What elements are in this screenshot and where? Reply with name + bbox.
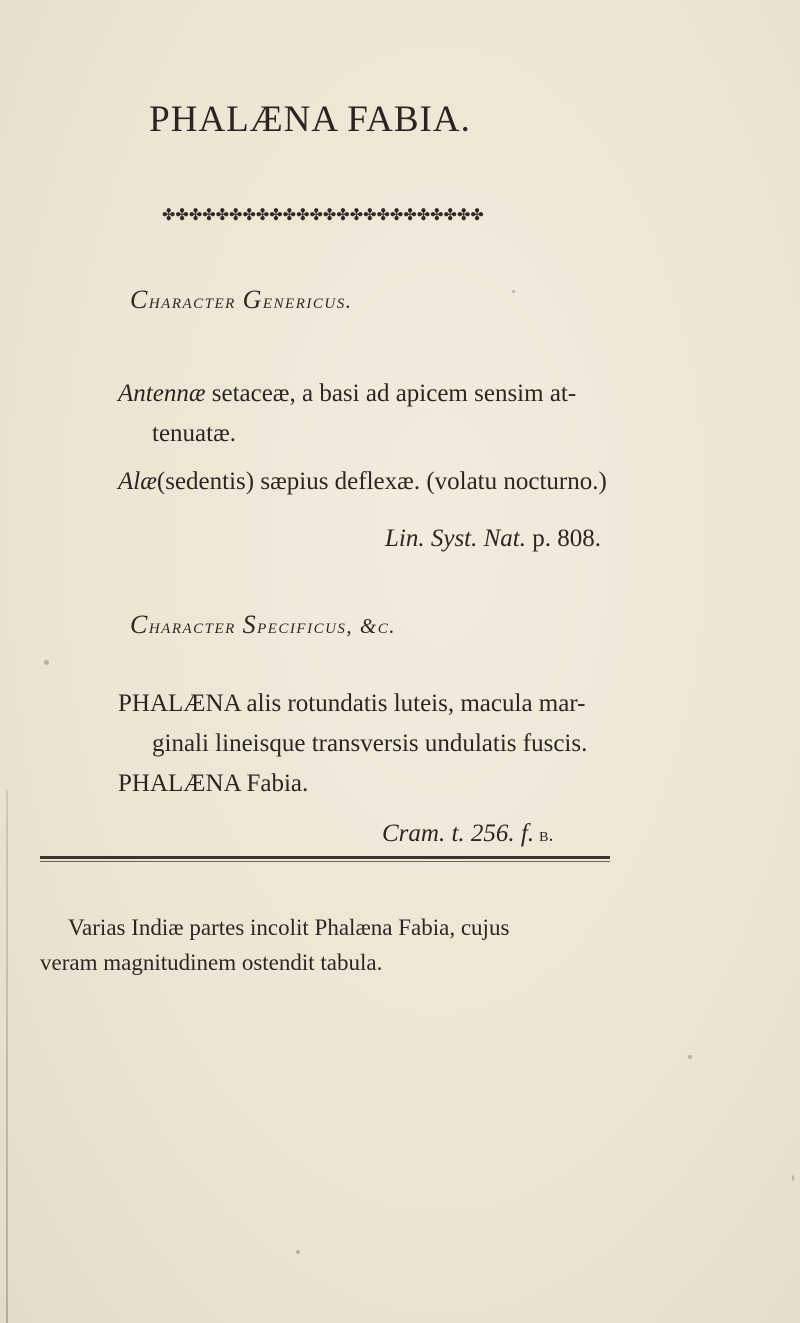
alae-label: Alæ — [118, 468, 157, 495]
ornament-glyph-icon: ✤ — [430, 205, 444, 224]
ornament-glyph-icon: ✤ — [336, 205, 350, 224]
antennae-label: Antennæ — [118, 380, 206, 407]
section-divider — [40, 856, 610, 859]
ornament-glyph-icon: ✤ — [363, 205, 377, 224]
paper-speck — [44, 660, 49, 665]
specific-name-line: PHALÆNA Fabia. — [118, 770, 309, 797]
reference-linnaeus: Lin. Syst. Nat. p. 808. — [385, 525, 601, 552]
ornament-glyph-icon: ✤ — [322, 205, 337, 224]
ornament-glyph-icon: ✤ — [162, 205, 176, 224]
paper-speck — [688, 1055, 692, 1059]
ornament-glyph-icon: ✤ — [215, 205, 230, 224]
ornament-glyph-icon: ✤ — [202, 205, 216, 224]
page-title: PHALÆNA FABIA. — [149, 99, 471, 140]
ornament-glyph-icon: ✤ — [470, 205, 484, 224]
page-edge-shadow — [6, 790, 8, 1323]
ornament-glyph-icon: ✤ — [282, 205, 297, 224]
ornament-glyph-icon: ✤ — [229, 205, 243, 224]
heading-character-genericus: Character Genericus. — [130, 285, 353, 314]
ornament-glyph-icon: ✤ — [242, 205, 256, 224]
specific-description-line-1: PHALÆNA alis rotundatis luteis, macula mar- — [118, 690, 586, 717]
alae-line: Alæ(sedentis) sæpius deflexæ. (volatu nocturno.) — [118, 468, 607, 495]
ornament-glyph-icon: ✤ — [188, 205, 203, 224]
ornament-glyph-icon: ✤ — [456, 205, 471, 224]
note-line-1: Varias Indiæ partes incolit Phalæna Fabia, cujus — [68, 915, 510, 940]
ornament-glyph-icon: ✤ — [349, 205, 364, 224]
ornament-rule — [162, 205, 482, 225]
ornament-glyph-icon: ✤ — [296, 205, 310, 224]
reference-cramer: Cram. t. 256. f. b. — [382, 820, 554, 847]
heading-character-specificus: Character Specificus, &c. — [130, 610, 397, 639]
ornament-glyph-icon: ✤ — [175, 205, 189, 224]
paper-speck — [512, 290, 515, 293]
ornament-glyph-icon: ✤ — [376, 205, 390, 224]
antennae-line: Antennæ setaceæ, a basi ad apicem sensim at- — [118, 380, 577, 407]
section-divider-thin — [40, 861, 610, 862]
note-line-2: veram magnitudinem ostendit tabula. — [40, 950, 383, 975]
ornament-glyph-icon: ✤ — [389, 205, 404, 224]
ornament-glyph-icon: ✤ — [416, 205, 431, 224]
antennae-continuation: tenuatæ. — [152, 420, 237, 447]
ornament-glyph-icon: ✤ — [309, 205, 323, 224]
paper-speck — [792, 1175, 794, 1181]
ornament-glyph-icon: ✤ — [443, 205, 457, 224]
specific-description-line-2: ginali lineisque transversis undulatis fuscis. — [152, 730, 588, 757]
ornament-glyph-icon: ✤ — [269, 205, 283, 224]
ornament-glyph-icon: ✤ — [403, 205, 417, 224]
ornament-glyph-icon: ✤ — [255, 205, 270, 224]
paper-speck — [296, 1250, 300, 1254]
